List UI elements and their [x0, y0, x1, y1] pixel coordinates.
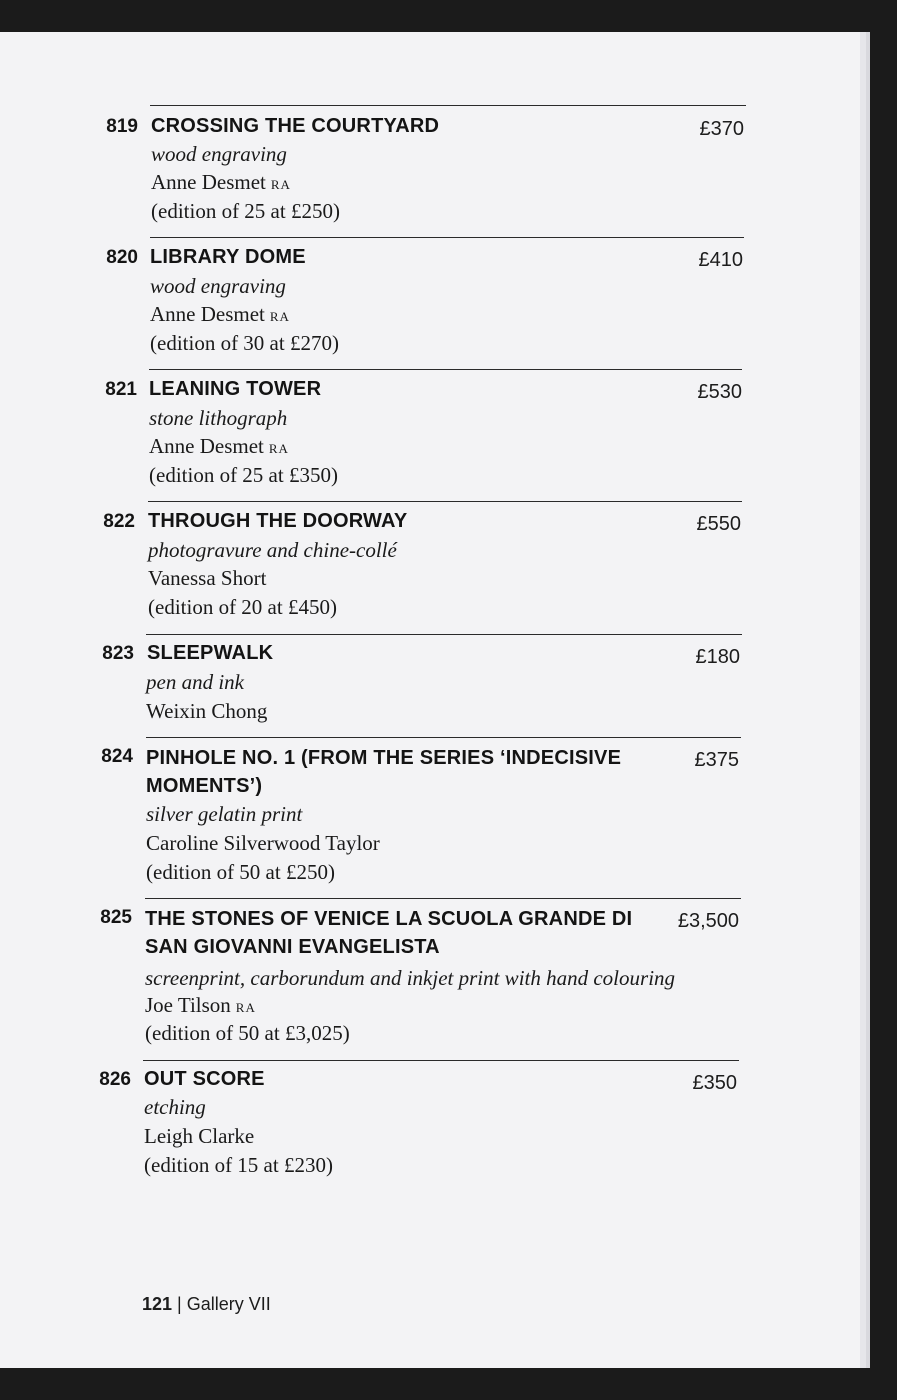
artist-name: Anne Desmet [149, 434, 264, 458]
section-name: Gallery VII [186, 1294, 271, 1314]
ra-suffix: RA [270, 177, 291, 192]
entry-price: £410 [698, 249, 743, 271]
entry-divider [146, 634, 742, 635]
entry-medium: silver gelatin print [146, 802, 303, 826]
entry-divider [149, 369, 742, 370]
entry-artist [151, 170, 291, 195]
entry-medium: etching [144, 1095, 206, 1119]
entry-edition: (edition of 20 at £450) [148, 595, 337, 619]
entry-artist [150, 302, 290, 327]
entry-medium: wood engraving [151, 142, 287, 166]
entry-edition: (edition of 50 at £250) [146, 860, 335, 884]
entry-price: £530 [697, 381, 742, 403]
entry-divider [150, 237, 744, 238]
entry-divider [148, 501, 742, 502]
entry-price: £3,500 [677, 910, 739, 932]
entry-edition: (edition of 50 at £3,025) [145, 1021, 350, 1045]
entry-divider [146, 737, 741, 738]
artist-name: Joe Tilson [145, 993, 231, 1017]
entry-medium: wood engraving [150, 274, 286, 298]
entry-price: £375 [694, 749, 739, 771]
entry-price: £350 [692, 1072, 737, 1094]
entry-price: £370 [699, 118, 744, 140]
entry-edition: (edition of 30 at £270) [150, 331, 339, 355]
artist-name: Vanessa Short [148, 566, 267, 590]
entry-title: OUT SCORE [144, 1068, 265, 1090]
entry-artist [149, 434, 289, 459]
entry-divider [145, 898, 741, 899]
entry-medium: pen and ink [146, 670, 244, 694]
entry-medium: photogravure and chine-collé [148, 538, 397, 562]
entry-artist [146, 831, 385, 856]
entry-number: 819 [106, 116, 138, 137]
entry-number: 821 [105, 379, 137, 400]
entry-title: PINHOLE NO. 1 (FROM THE SERIES ‘INDECISIVE MOMENTS’) [146, 747, 622, 797]
entry-number: 820 [106, 247, 138, 268]
entry-number: 823 [102, 643, 134, 664]
footer-separator: | [177, 1294, 182, 1314]
entry-price: £180 [695, 646, 740, 668]
page-number: 121 [142, 1294, 173, 1314]
ra-suffix: RA [235, 1000, 256, 1015]
artist-name: Leigh Clarke [144, 1124, 255, 1148]
entry-artist [145, 993, 256, 1018]
entry-number: 822 [103, 511, 135, 532]
entry-number: 826 [99, 1069, 131, 1090]
artist-name: Anne Desmet [150, 302, 265, 326]
entry-number: 825 [100, 907, 132, 928]
entry-artist [148, 566, 271, 591]
ra-suffix: RA [268, 441, 289, 456]
artist-name: Caroline Silverwood Taylor [146, 831, 380, 855]
page-footer [142, 1294, 271, 1315]
entry-artist [144, 1124, 259, 1149]
entry-medium: screenprint, carborundum and inkjet print with hand colouring [145, 966, 676, 990]
entry-title: LEANING TOWER [149, 378, 322, 400]
entry-edition: (edition of 25 at £350) [149, 463, 338, 487]
entry-title: THROUGH THE DOORWAY [148, 510, 408, 532]
entry-title: LIBRARY DOME [150, 246, 306, 268]
entry-edition: (edition of 25 at £250) [151, 199, 340, 223]
entry-medium: stone lithograph [149, 406, 288, 430]
entry-divider [150, 105, 746, 106]
entry-artist [146, 699, 272, 724]
entry-number: 824 [101, 746, 133, 767]
entry-edition: (edition of 15 at £230) [144, 1153, 333, 1177]
entry-price: £550 [696, 513, 741, 535]
catalogue-page [0, 32, 860, 1368]
entry-divider [143, 1060, 739, 1061]
artist-name: Anne Desmet [151, 170, 266, 194]
entry-title: THE STONES OF VENICE LA SCUOLA GRANDE DI SAN GIOVANNI EVANGELISTA [145, 908, 633, 958]
artist-name: Weixin Chong [146, 699, 268, 723]
catalogue-entries [0, 32, 860, 1282]
ra-suffix: RA [269, 309, 290, 324]
entry-title: SLEEPWALK [147, 642, 274, 664]
entry-title: CROSSING THE COURTYARD [151, 115, 440, 137]
